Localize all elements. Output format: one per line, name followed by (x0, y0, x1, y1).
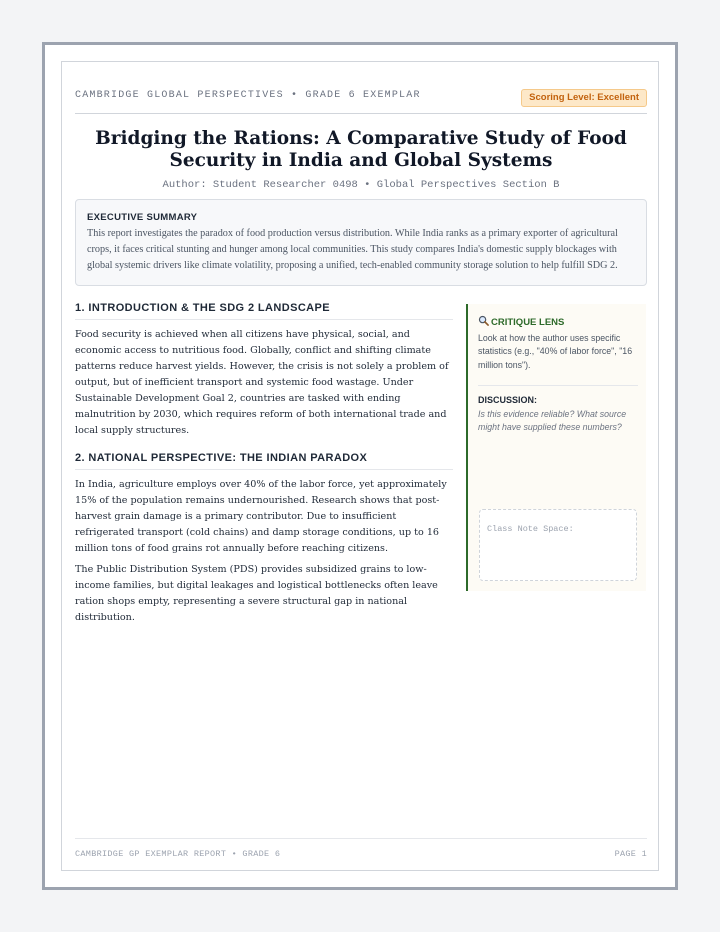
page-outer-frame (42, 42, 678, 890)
report-header (75, 76, 647, 114)
report-title: Bridging the Rations: A Comparative Study of Food Security in India and Global Systems (95, 128, 627, 171)
class-note-space[interactable] (479, 509, 637, 581)
series-label: CAMBRIDGE GLOBAL PERSPECTIVES • GRADE 6 EXEMPLAR (75, 90, 421, 101)
critique-lens-title (478, 315, 564, 328)
executive-summary-text: This report investigates the paradox of food production versus distribution. While India ranks as a primary exporter of agricultural crops, it faces critical stunting and hunger among local communities. This study compares India's domestic supply blockages with global systemic drivers like climate volatility, proposing a unified, tech-enabled community storage solution to help fulfill SDG 2. (87, 228, 618, 271)
executive-summary-box (75, 199, 647, 286)
class-note-label: Class Note Space: (487, 524, 574, 534)
national-perspective-paragraph-2: The Public Distribution System (PDS) provides subsidized grains to low-income families, but digital leakages and logistical bottlenecks often leave ration shops empty, representing a severe structural gap in national distribution. (75, 564, 438, 623)
section-heading-introduction: 1. INTRODUCTION & THE SDG 2 LANDSCAPE (75, 302, 453, 320)
author-line: Author: Student Researcher 0498 • Global Perspectives Section B (162, 179, 560, 191)
section-heading-national-perspective: 2. NATIONAL PERSPECTIVE: THE INDIAN PARADOX (75, 452, 453, 470)
critique-lens-panel (466, 304, 646, 591)
introduction-paragraph: Food security is achieved when all citizens have physical, social, and economic access to nutritious food. Globally, conflict and shifting climate patterns reduce harvest yields. However, the crisis is not solely a problem of output, but of inefficient transport and systemic food wastage. Under Sustainable Development Goal 2, countries are tasked with ending malnutrition by 2030, which requires reform of both international trade and local supply structures. (75, 329, 449, 436)
report-footer (75, 838, 647, 858)
panel-divider (478, 385, 638, 386)
national-perspective-paragraph-1: In India, agriculture employs over 40% of the labor force, yet approximately 15% of the population remains undernourished. Research shows that post-harvest grain damage is a primary contributor. Due to insufficient refrigerated transport (cold chains) and damp storage conditions, up to 16 million tons of food grains rot annually before reaching citizens. (75, 479, 447, 554)
footer-report-label: CAMBRIDGE GP EXEMPLAR REPORT • GRADE 6 (75, 849, 281, 859)
critique-lens-label: CRITIQUE LENS (491, 317, 565, 328)
executive-summary-heading: EXECUTIVE SUMMARY (87, 212, 198, 223)
scoring-level-badge: Scoring Level: Excellent (521, 89, 647, 107)
discussion-heading: DISCUSSION: (478, 395, 538, 405)
critique-lens-text: Look at how the author uses specific statistics (e.g., "40% of labor force", "16 million tons"). (478, 333, 633, 370)
report-page (61, 61, 659, 871)
discussion-question: Is this evidence reliable? What source might have supplied these numbers? (478, 409, 627, 433)
main-content-column (75, 302, 453, 626)
page-number: PAGE 1 (614, 849, 647, 859)
magnifier-icon (478, 315, 489, 326)
